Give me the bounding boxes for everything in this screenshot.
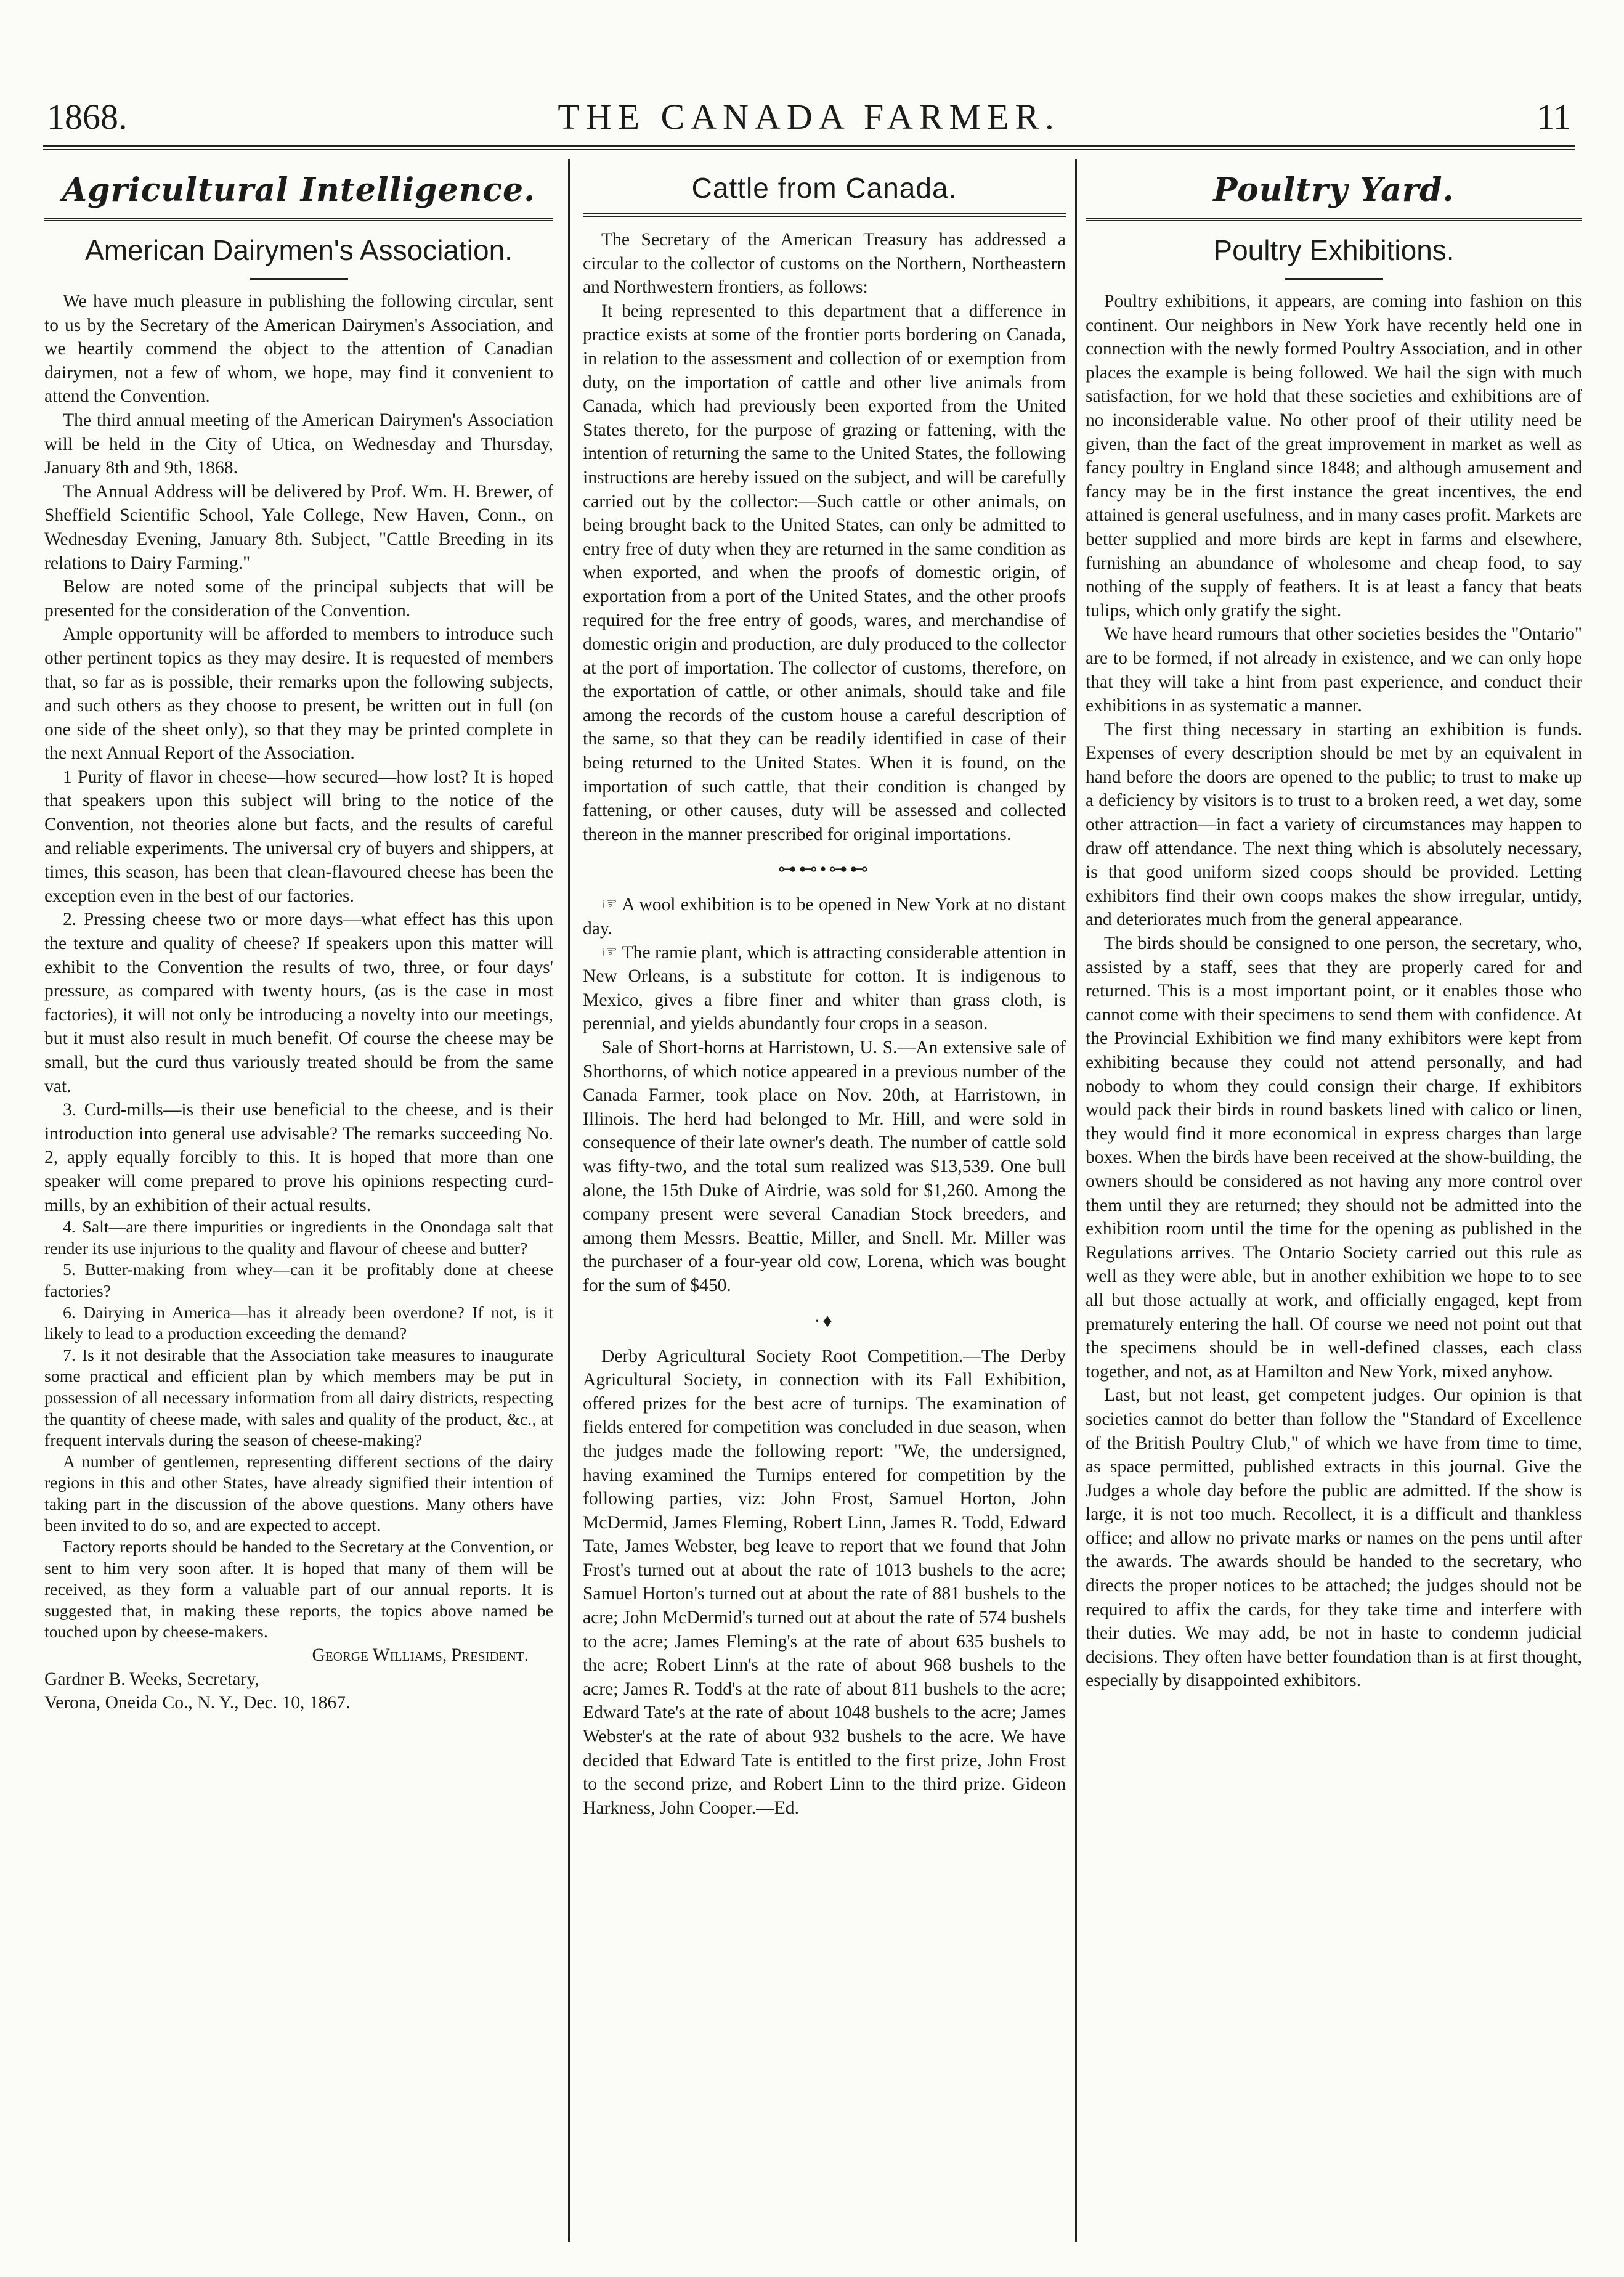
article-title: Poultry Exhibitions. <box>1213 234 1455 266</box>
article-paragraph: Below are noted some of the principal subjects that will be presented for the consideration of the Convention. <box>44 577 553 621</box>
article-paragraph: 2. Pressing cheese two or more days—what effect has this upon the texture and quality of cheese? If speakers upon this matter will exhibit to the Convention the results of two, three, or four days' pressure, as compared with twenty hours, (as is the case in most factories), it will not only be introducing a novelty into our meetings, but it must also result in much benefit. Of course the cheese may be small, but the curd thus variously treated should be from the same vat. <box>44 910 553 1096</box>
article-title: American Dairymen's Association. <box>85 234 513 266</box>
news-note: ☞ The ramie plant, which is attracting considerable attention in New Orleans, is a substitute for cotton. It is indigenous to Mexico, gives a fibre finer and whiter than grass cloth, is perennial, and yields abundantly four crops in a season. <box>583 942 1066 1034</box>
ornament-divider-small: ·♦ <box>814 1310 835 1331</box>
article-paragraph: We have much pleasure in publishing the following circular, sent to us by the Secretary of the American Dairymen's Association, and we heartily commend the object to the attention of Canadian dairymen, not a few of whom, we hope, may find it convenient to attend the Convention. <box>44 291 553 407</box>
department-rule <box>583 213 1066 217</box>
column-middle <box>583 159 1066 1820</box>
article-paragraph: The Annual Address will be delivered by Prof. Wm. H. Brewer, of Sheffield Scientific School, Yale College, New Haven, Conn., on Wednesday Evening, January 8th. Subject, "Cattle Breeding in its relations to Dairy Farming." <box>44 481 553 573</box>
column-left <box>44 159 553 1715</box>
article-paragraph: The birds should be consigned to one person, the secretary, who, assisted by a staff, sees that they are properly cared for and returned. This is a most important point, or it enables those who cannot come with their specimens to send them with confidence. At the Provincial Exhibition we find many exhibitors were kept from exhibiting because they could not attend personally, and had nobody to whom they could consign their charge. If exhibitors would pack their birds in round baskets lined with calico or linen, they would find it more economical in express charges than large boxes. When the birds have been received at the show-building, the owners should be considered as not having any more control over them until they are returned; they should not be admitted into the exhibition room until the time for the opening as published in the Regulations arrives. The Ontario Society carried out this rule as well as they were able, but in another exhibition we hope to to see all but those actually at work, and officially engaged, kept from prematurely entering the hall. Of course we need not point out that the specimens should be in well-defined classes, each class together, and not, as at Hamilton and New York, mixed anyhow. <box>1086 934 1582 1382</box>
news-note: ☞ A wool exhibition is to be opened in New York at no distant day. <box>583 895 1066 939</box>
article-paragraph: We have heard rumours that other societies besides the "Ontario" are to be formed, if not already in existence, and we can only hope that they will take a hint from past experience, and conduct their exhibitions in as systematic a manner. <box>1086 624 1582 716</box>
column-divider-1 <box>568 159 570 2242</box>
column-right <box>1086 159 1582 1693</box>
article-paragraph: 5. Butter-making from whey—can it be profitably done at cheese factories? <box>44 1260 553 1301</box>
signature-president: George Williams, President. <box>312 1645 529 1666</box>
news-note: Derby Agricultural Society Root Competition.—The Derby Agricultural Society, in connection with its Fall Exhibition, offered prizes for the best acre of turnips. The examination of fields entered for competition was concluded in due season, when the judges made the following report: "We, the undersigned, having examined the Turnips entered for competition by the following parties, viz: John Frost, Samuel Horton, John McDermid, James Fleming, Robert Linn, James R. Todd, Edward Tate, James Webster, beg leave to report that we found that John Frost's turned out at about the rate of 1013 bushels to the acre; Samuel Horton's turned out at about the rate of 881 bushels to the acre; John McDermid's turned out at about the rate of 574 bushels to the acre; James Fleming's at the rate of about 635 bushels to the acre; Robert Linn's at the rate of about 968 bushels to the acre; James R. Todd's at the rate of about 811 bushels to the acre; Edward Tate's at the rate of about 1048 bushels to the acre; James Webster's at the rate of about 932 bushels to the acre. We have decided that Edward Tate is entitled to the first prize, John Frost to the second prize, and Robert Linn to the third prize. Gideon Harkness, John Cooper.—Ed. <box>583 1346 1066 1818</box>
department-rule <box>1086 218 1582 221</box>
title-rule <box>1285 278 1383 280</box>
article-paragraph: 7. Is it not desirable that the Association take measures to inaugurate some practical and efficient plan by which members may be put in possession of all necessary information from all dairy districts, respecting the quantity of cheese made, with sales and quality of the product, &c., at frequent intervals during the season of cheese-making? <box>44 1345 553 1451</box>
article-paragraph: 6. Dairying in America—has it already been overdone? If not, is it likely to lead to a production exceeding the demand? <box>44 1303 553 1344</box>
department-heading: Cattle from Canada. <box>691 172 957 204</box>
article-paragraph: A number of gentlemen, representing different sections of the dairy regions in this and other States, have already signified their intention of taking part in the discussion of the above questions. Many others have been invited to do so, and are expected to accept. <box>44 1452 553 1536</box>
signature-place: Verona, Oneida Co., N. Y., Dec. 10, 1867. <box>44 1693 351 1713</box>
issue-year: 1868. <box>47 97 128 137</box>
page-number: 11 <box>1537 97 1571 137</box>
signature-secretary: Gardner B. Weeks, Secretary, <box>44 1669 259 1689</box>
article-paragraph: 3. Curd-mills—is their use beneficial to the cheese, and is their introduction into general use advisable? The remarks succeeding No. 2, apply equally forcibly to this. It is hoped that more than one speaker will come prepared to prove his opinions respecting curd-mills, by an exhibition of their actual results. <box>44 1100 553 1215</box>
column-divider-2 <box>1075 159 1077 2242</box>
article-paragraph: The first thing necessary in starting an exhibition is funds. Expenses of every description should be met by an equivalent in hand before the doors are opened to the public; to trust to make up a deficiency by visitors is to trust to a broken reed, a wet day, some other attraction—in fact a variety of circumstances may happen to draw off attendance. The next thing which is absolutely necessary, is that good uniform sized coops should be provided. Letting exhibitors find their own coops makes the show irregular, untidy, and deteriorates much from the general appearance. <box>1086 719 1582 930</box>
department-heading: Agricultural Intelligence. <box>62 171 536 209</box>
article-paragraph: Poultry exhibitions, it appears, are coming into fashion on this continent. Our neighbors in New York have recently held one in connection with the newly formed Poultry Association, and in other places the example is being followed. We hail the sign with much satisfaction, for we hold that these societies and exhibitions are of no inconsiderable value. No other proof of their utility need be given, than the fact of the great improvement in market as well as fancy poultry in England since 1848; and although amusement and fancy may be in the first instance the great incentives, the end attained is general usefulness, and in many cases profit. Markets are better supplied and more birds are kept in farms and elsewhere, furnishing an abundance of wholesome and cheap food, to say nothing of the supply of feathers. It is at least a fancy that beats tulips, which only gratify the sight. <box>1086 291 1582 621</box>
department-rule <box>44 218 553 221</box>
department-heading: Poultry Yard. <box>1213 171 1455 209</box>
title-rule <box>250 278 348 280</box>
masthead <box>43 92 1575 142</box>
article-paragraph: It being represented to this department that a difference in practice exists at some of the frontier ports bordering on Canada, in relation to the assessment and collection of or exemption from duty, on the importation of cattle and other live animals from Canada, which had previously been exported from the United States thereto, for the purpose of grazing or fattening, with the intention of returning the same to the United States, the following instructions are hereby issued on the subject, and will be carefully carried out by the collector:—Such cattle or other animals, on being brought back to the United States, can only be admitted to entry free of duty when they are returned in the same condition as when exported, and when the proofs of domestic origin, of exportation from a port of the United States, and the other proofs required for the free entry of goods, wares, and merchandise of domestic origin and production, are duly produced to the collector at the port of importation. The collector of customs, therefore, on the exportation of cattle, or other animals, should take and file among the records of the custom house a careful description of the same, so that they can be readily identified in case of their being returned to the United States. When it is found, on the importation of such cattle, that their condition is changed by fattening, or other causes, duty will be assessed and collected thereon in the manner prescribed for original importations. <box>583 301 1066 844</box>
article-paragraph: 4. Salt—are there impurities or ingredients in the Onondaga salt that render its use injurious to the quality and flavour of cheese and butter? <box>44 1218 553 1258</box>
article-paragraph: The third annual meeting of the American Dairymen's Association will be held in the City of Utica, on Wednesday and Thursday, January 8th and 9th, 1868. <box>44 410 553 478</box>
masthead-rule <box>43 145 1575 150</box>
newspaper-title: THE CANADA FARMER. <box>558 97 1060 137</box>
news-note: Sale of Short-horns at Harristown, U. S.—An extensive sale of Shorthorns, of which notice appeared in a previous number of the Canada Farmer, took place on Nov. 20th, at Harristown, in Illinois. The herd had belonged to Mr. Hill, and were sold in consequence of their late owner's death. The number of cattle sold was fifty-two, and the total sum realized was $13,539. One bull alone, the 15th Duke of Airdrie, was sold for $1,260. Among the company present were several Canadian Stock breeders, and among them Messrs. Beattie, Miller, and Snell. Mr. Miller was the purchaser of a four-year old cow, Lorena, which was bought for the sum of $450. <box>583 1038 1066 1295</box>
ornament-divider: ⊶⊷•⊶⊷ <box>777 859 871 880</box>
article-paragraph: Last, but not least, get competent judges. Our opinion is that societies cannot do better than follow the "Standard of Excellence of the British Poultry Club," of which we have from time to time, as space permitted, published extracts in this journal. Give the Judges a whole day before the public are admitted. If the show is large, it is not too much. Recollect, it is a difficult and thankless office; and allow no private marks or names on the pens until after the awards. The awards should be handed to the secretary, who directs the proper notices to be attached; the judges should not be required to affix the cards, for they take time and interfere with their duties. We may add, be not in haste to condemn judicial decisions. They often have better foundation than is at first thought, especially by disappointed exhibitors. <box>1086 1385 1582 1691</box>
article-paragraph: The Secretary of the American Treasury has addressed a circular to the collector of customs on the Northern, Northeastern and Northwestern frontiers, as follows: <box>583 230 1066 298</box>
article-paragraph: Ample opportunity will be afforded to members to introduce such other pertinent topics as they may desire. It is requested of members that, so far as is possible, their remarks upon the following subjects, and such others as they choose to present, be written out in full (on one side of the sheet only), so that they may be printed complete in the next Annual Report of the Association. <box>44 624 553 764</box>
article-paragraph: 1 Purity of flavor in cheese—how secured—how lost? It is hoped that speakers upon this subject will bring to the notice of the Convention, not theories alone but facts, and the results of careful and reliable experiments. The universal cry of buyers and shippers, at times, this season, has been that clean-flavoured cheese has been the exception even in the best of our factories. <box>44 767 553 906</box>
article-paragraph: Factory reports should be handed to the Secretary at the Convention, or sent to him very soon after. It is hoped that many of them will be received, as they form a valuable part of our annual reports. It is suggested that, in making these reports, the topics above named be touched upon by cheese-makers. <box>44 1538 553 1642</box>
